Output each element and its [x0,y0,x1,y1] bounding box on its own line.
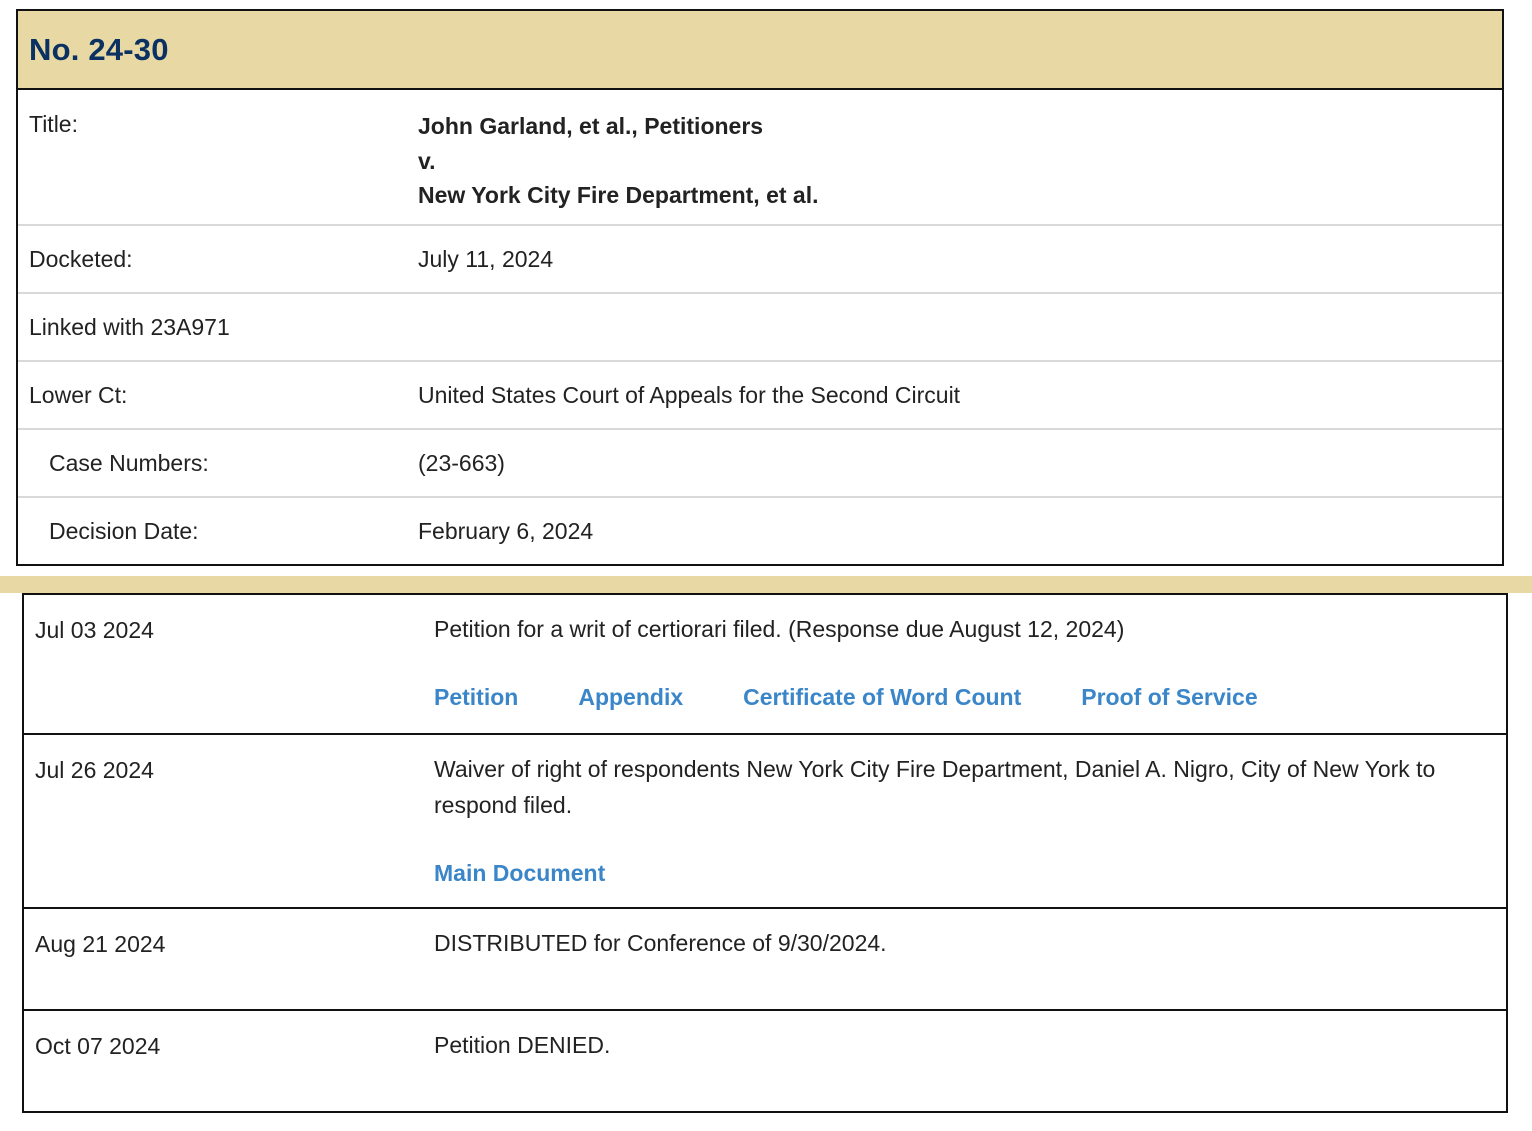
proof-of-service-link[interactable]: Proof of Service [1081,684,1258,710]
entry-text: Waiver of right of respondents New York City Fire Department, Daniel A. Nigro, City of New York to respond filed. [434,756,1436,818]
table-row [24,1011,1506,1111]
lower-court-row [18,362,1502,430]
table-row [24,595,1506,735]
docketed-label: Docketed: [29,245,133,272]
entry-date: Jul 03 2024 [35,617,154,643]
decision-date-value: February 6, 2024 [418,517,594,544]
title-label: Title: [29,111,78,137]
respondent-line: New York City Fire Department, et al. [418,182,819,208]
petitioner-line: John Garland, et al., Petitioners [418,113,764,139]
case-numbers-value: (23-663) [418,449,505,476]
case-numbers-row [18,430,1502,498]
entry-description [434,611,1506,733]
decision-date-label: Decision Date: [49,517,199,544]
case-title [418,109,1502,224]
section-separator [0,576,1532,593]
entry-description [434,925,1506,1009]
lower-court-value: United States Court of Appeals for the Second Circuit [418,381,961,408]
main-document-link[interactable]: Main Document [434,860,606,886]
linked-row [18,294,1502,362]
case-header [18,11,1502,90]
entry-date: Oct 07 2024 [35,1033,161,1059]
case-numbers-label: Case Numbers: [49,449,209,476]
table-row [24,735,1506,909]
title-row [18,90,1502,226]
lower-court-label: Lower Ct: [29,381,128,408]
linked-label: Linked with 23A971 [29,313,230,340]
case-number: No. 24-30 [29,31,169,67]
proceedings-table [22,593,1508,1113]
docketed-value: July 11, 2024 [418,245,554,272]
petition-link[interactable]: Petition [434,684,519,710]
versus-line: v. [418,147,436,174]
document-links [434,855,1486,891]
entry-date: Jul 26 2024 [35,757,154,783]
case-info-table [16,9,1504,566]
document-links [434,679,1486,715]
entry-text: Petition for a writ of certiorari filed. (Response due August 12, 2024) [434,616,1125,642]
entry-description [434,751,1506,907]
entry-description [434,1027,1506,1111]
entry-text: DISTRIBUTED for Conference of 9/30/2024. [434,930,887,956]
appendix-link[interactable]: Appendix [578,684,684,710]
docketed-row [18,226,1502,294]
table-row [24,909,1506,1011]
certificate-word-count-link[interactable]: Certificate of Word Count [743,684,1022,710]
entry-text: Petition DENIED. [434,1032,611,1058]
decision-date-row [18,498,1502,564]
entry-date: Aug 21 2024 [35,931,166,957]
